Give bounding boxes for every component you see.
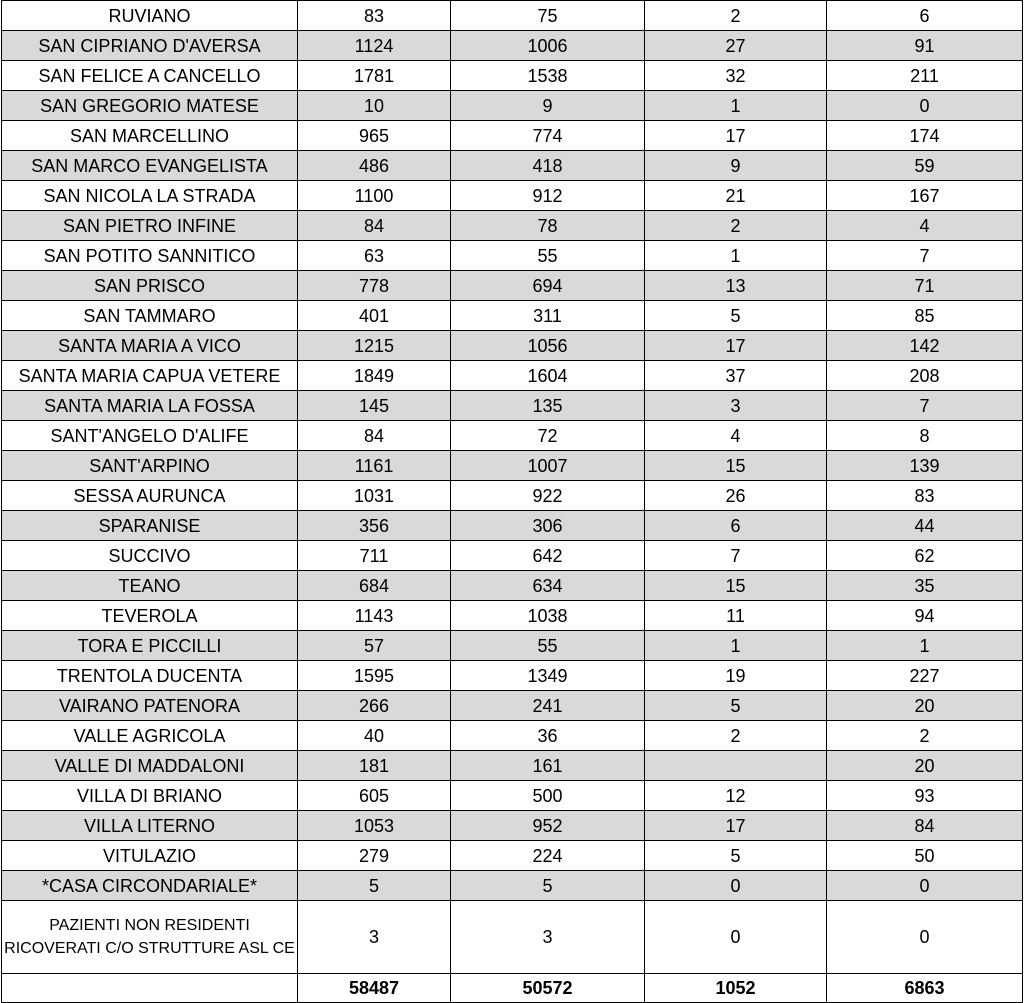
municipality-name: *CASA CIRCONDARIALE*	[2, 871, 298, 901]
value-col-4: 35	[827, 571, 1023, 601]
municipality-name: VALLE DI MADDALONI	[2, 751, 298, 781]
value-col-2: 306	[451, 511, 645, 541]
value-col-3: 1	[645, 91, 827, 121]
municipality-name: TEVEROLA	[2, 601, 298, 631]
value-col-4: 1	[827, 631, 1023, 661]
table-row	[2, 721, 1023, 751]
value-col-1: 3	[298, 901, 451, 974]
table-row	[2, 241, 1023, 271]
value-col-3: 5	[645, 841, 827, 871]
value-col-3: 12	[645, 781, 827, 811]
totals-label	[2, 974, 298, 1003]
municipality-name: SAN PIETRO INFINE	[2, 211, 298, 241]
municipality-name: RUVIANO	[2, 1, 298, 31]
table-row	[2, 151, 1023, 181]
value-col-4: 139	[827, 451, 1023, 481]
municipality-name: SESSA AURUNCA	[2, 481, 298, 511]
table-row	[2, 361, 1023, 391]
value-col-3: 5	[645, 301, 827, 331]
value-col-3: 26	[645, 481, 827, 511]
value-col-1: 684	[298, 571, 451, 601]
value-col-3: 37	[645, 361, 827, 391]
table-row	[2, 391, 1023, 421]
value-col-1: 1143	[298, 601, 451, 631]
value-col-1: 1781	[298, 61, 451, 91]
value-col-2: 1006	[451, 31, 645, 61]
value-col-2: 224	[451, 841, 645, 871]
value-col-4: 20	[827, 751, 1023, 781]
table-row	[2, 61, 1023, 91]
municipality-name: SUCCIVO	[2, 541, 298, 571]
table-row	[2, 421, 1023, 451]
municipality-name: SAN PRISCO	[2, 271, 298, 301]
value-col-2: 642	[451, 541, 645, 571]
value-col-3: 0	[645, 901, 827, 974]
value-col-4: 94	[827, 601, 1023, 631]
value-col-3: 2	[645, 211, 827, 241]
table-row	[2, 841, 1023, 871]
value-col-1: 145	[298, 391, 451, 421]
value-col-1: 266	[298, 691, 451, 721]
value-col-3: 17	[645, 811, 827, 841]
value-col-1: 1053	[298, 811, 451, 841]
table-row	[2, 691, 1023, 721]
value-col-2: 1038	[451, 601, 645, 631]
value-col-1: 1595	[298, 661, 451, 691]
municipality-name: SANTA MARIA LA FOSSA	[2, 391, 298, 421]
value-col-4: 62	[827, 541, 1023, 571]
municipality-name: SAN CIPRIANO D'AVERSA	[2, 31, 298, 61]
municipality-name: SPARANISE	[2, 511, 298, 541]
municipality-data-table	[1, 0, 1023, 1003]
value-col-1: 5	[298, 871, 451, 901]
value-col-3: 32	[645, 61, 827, 91]
table-row	[2, 331, 1023, 361]
value-col-4: 208	[827, 361, 1023, 391]
total-col-4: 6863	[827, 974, 1023, 1003]
value-col-4: 0	[827, 901, 1023, 974]
table-row	[2, 751, 1023, 781]
value-col-2: 75	[451, 1, 645, 31]
value-col-1: 63	[298, 241, 451, 271]
table-row	[2, 451, 1023, 481]
value-col-3: 21	[645, 181, 827, 211]
value-col-2: 55	[451, 241, 645, 271]
value-col-1: 83	[298, 1, 451, 31]
municipality-name: SAN MARCO EVANGELISTA	[2, 151, 298, 181]
municipality-name: SANTA MARIA A VICO	[2, 331, 298, 361]
value-col-2: 774	[451, 121, 645, 151]
non-resident-patients-row	[2, 901, 1023, 974]
municipality-name: SAN NICOLA LA STRADA	[2, 181, 298, 211]
table-row	[2, 31, 1023, 61]
value-col-1: 1124	[298, 31, 451, 61]
value-col-1: 1031	[298, 481, 451, 511]
value-col-2: 912	[451, 181, 645, 211]
municipality-name: TRENTOLA DUCENTA	[2, 661, 298, 691]
table-row	[2, 781, 1023, 811]
value-col-2: 78	[451, 211, 645, 241]
table-row	[2, 811, 1023, 841]
value-col-1: 84	[298, 421, 451, 451]
value-col-4: 8	[827, 421, 1023, 451]
value-col-3: 0	[645, 871, 827, 901]
value-col-2: 500	[451, 781, 645, 811]
table-row	[2, 661, 1023, 691]
value-col-4: 142	[827, 331, 1023, 361]
value-col-3: 13	[645, 271, 827, 301]
value-col-3: 17	[645, 121, 827, 151]
value-col-2: 1604	[451, 361, 645, 391]
value-col-4: 7	[827, 391, 1023, 421]
municipality-name: VALLE AGRICOLA	[2, 721, 298, 751]
value-col-2: 36	[451, 721, 645, 751]
table-row	[2, 301, 1023, 331]
municipality-name: VILLA DI BRIANO	[2, 781, 298, 811]
table-row	[2, 571, 1023, 601]
value-col-3: 27	[645, 31, 827, 61]
value-col-4: 174	[827, 121, 1023, 151]
municipality-name: TORA E PICCILLI	[2, 631, 298, 661]
table-row	[2, 181, 1023, 211]
value-col-3: 17	[645, 331, 827, 361]
value-col-1: 181	[298, 751, 451, 781]
value-col-1: 40	[298, 721, 451, 751]
total-col-1: 58487	[298, 974, 451, 1003]
value-col-2: 1538	[451, 61, 645, 91]
value-col-4: 50	[827, 841, 1023, 871]
municipality-name: SAN MARCELLINO	[2, 121, 298, 151]
value-col-3: 4	[645, 421, 827, 451]
municipality-name: TEANO	[2, 571, 298, 601]
value-col-4: 71	[827, 271, 1023, 301]
municipality-name: SAN POTITO SANNITICO	[2, 241, 298, 271]
value-col-1: 1100	[298, 181, 451, 211]
value-col-3: 2	[645, 1, 827, 31]
municipality-name: VITULAZIO	[2, 841, 298, 871]
value-col-3: 6	[645, 511, 827, 541]
value-col-2: 135	[451, 391, 645, 421]
value-col-3: 5	[645, 691, 827, 721]
table-row	[2, 91, 1023, 121]
value-col-4: 83	[827, 481, 1023, 511]
municipality-name: SAN TAMMARO	[2, 301, 298, 331]
value-col-4: 2	[827, 721, 1023, 751]
table-row	[2, 121, 1023, 151]
value-col-4: 0	[827, 91, 1023, 121]
value-col-1: 965	[298, 121, 451, 151]
value-col-1: 10	[298, 91, 451, 121]
value-col-2: 9	[451, 91, 645, 121]
municipality-name: SANT'ARPINO	[2, 451, 298, 481]
value-col-3: 1	[645, 631, 827, 661]
value-col-3: 19	[645, 661, 827, 691]
non-resident-patients-label: PAZIENTI NON RESIDENTI RICOVERATI C/O STRUTTURE ASL CE	[2, 901, 298, 974]
value-col-2: 55	[451, 631, 645, 661]
table-row	[2, 481, 1023, 511]
value-col-4: 84	[827, 811, 1023, 841]
value-col-4: 20	[827, 691, 1023, 721]
value-col-1: 279	[298, 841, 451, 871]
value-col-3: 15	[645, 571, 827, 601]
value-col-2: 694	[451, 271, 645, 301]
total-col-2: 50572	[451, 974, 645, 1003]
value-col-4: 0	[827, 871, 1023, 901]
value-col-2: 418	[451, 151, 645, 181]
total-col-3: 1052	[645, 974, 827, 1003]
value-col-4: 7	[827, 241, 1023, 271]
value-col-1: 1215	[298, 331, 451, 361]
table-row	[2, 1, 1023, 31]
value-col-2: 161	[451, 751, 645, 781]
value-col-4: 93	[827, 781, 1023, 811]
value-col-1: 711	[298, 541, 451, 571]
value-col-4: 6	[827, 1, 1023, 31]
table-row	[2, 541, 1023, 571]
municipality-name: SAN GREGORIO MATESE	[2, 91, 298, 121]
value-col-1: 356	[298, 511, 451, 541]
table-body	[2, 1, 1023, 1003]
value-col-1: 1161	[298, 451, 451, 481]
value-col-1: 778	[298, 271, 451, 301]
value-col-4: 59	[827, 151, 1023, 181]
table-row	[2, 271, 1023, 301]
value-col-4: 211	[827, 61, 1023, 91]
value-col-2: 311	[451, 301, 645, 331]
value-col-4: 91	[827, 31, 1023, 61]
value-col-1: 605	[298, 781, 451, 811]
value-col-4: 44	[827, 511, 1023, 541]
value-col-1: 486	[298, 151, 451, 181]
municipality-name: VAIRANO PATENORA	[2, 691, 298, 721]
value-col-1: 1849	[298, 361, 451, 391]
value-col-4: 85	[827, 301, 1023, 331]
value-col-2: 922	[451, 481, 645, 511]
municipality-name: SANT'ANGELO D'ALIFE	[2, 421, 298, 451]
value-col-3: 3	[645, 391, 827, 421]
municipality-name: SAN FELICE A CANCELLO	[2, 61, 298, 91]
value-col-3	[645, 751, 827, 781]
value-col-2: 634	[451, 571, 645, 601]
table-row	[2, 601, 1023, 631]
value-col-2: 5	[451, 871, 645, 901]
value-col-1: 57	[298, 631, 451, 661]
table-row	[2, 211, 1023, 241]
value-col-3: 1	[645, 241, 827, 271]
value-col-3: 9	[645, 151, 827, 181]
value-col-3: 15	[645, 451, 827, 481]
value-col-3: 7	[645, 541, 827, 571]
municipality-name: VILLA LITERNO	[2, 811, 298, 841]
value-col-4: 227	[827, 661, 1023, 691]
value-col-2: 1056	[451, 331, 645, 361]
totals-row	[2, 974, 1023, 1003]
value-col-1: 84	[298, 211, 451, 241]
value-col-2: 3	[451, 901, 645, 974]
value-col-2: 1007	[451, 451, 645, 481]
value-col-1: 401	[298, 301, 451, 331]
value-col-4: 4	[827, 211, 1023, 241]
value-col-2: 1349	[451, 661, 645, 691]
municipality-name: SANTA MARIA CAPUA VETERE	[2, 361, 298, 391]
value-col-4: 167	[827, 181, 1023, 211]
table-row	[2, 871, 1023, 901]
value-col-2: 72	[451, 421, 645, 451]
value-col-2: 952	[451, 811, 645, 841]
value-col-3: 2	[645, 721, 827, 751]
table-row	[2, 631, 1023, 661]
table-row	[2, 511, 1023, 541]
value-col-3: 11	[645, 601, 827, 631]
value-col-2: 241	[451, 691, 645, 721]
